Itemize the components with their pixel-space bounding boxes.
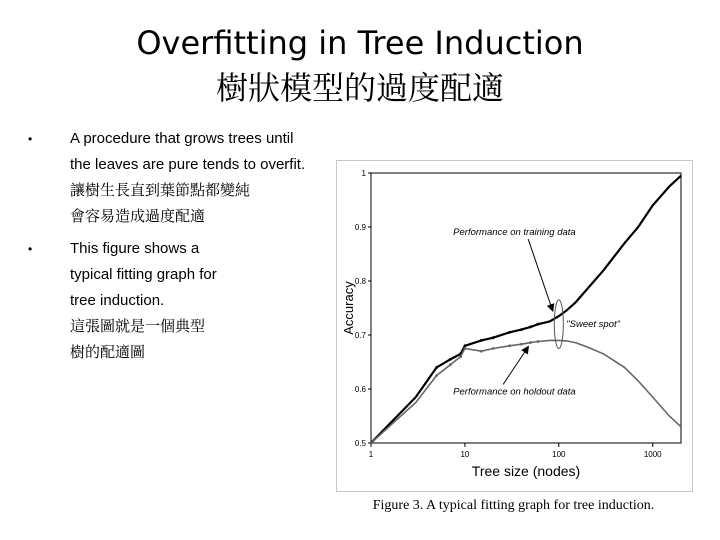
performance-on-training-data-point	[537, 323, 540, 326]
bullet-line: 樹的配適圖	[70, 344, 146, 361]
performance-on-training-data-point	[508, 331, 511, 334]
bullet-line: 讓樹生長直到葉節點都變純	[70, 182, 251, 199]
performance-on-holdout-data-point	[449, 363, 452, 366]
performance-on-holdout-data-point	[529, 341, 532, 344]
bullet-line: 這張圖就是一個典型	[70, 318, 206, 335]
slide-title	[0, 22, 720, 110]
performance-on-training-data-point	[464, 344, 467, 347]
sweet-spot-annotation: "Sweet spot"	[566, 318, 621, 330]
bullet-line: 會容易造成過度配適	[70, 208, 206, 225]
bullet-line: typical fitting graph for	[70, 266, 217, 283]
x-tick-label: 1	[368, 450, 374, 459]
performance-on-holdout-data-point	[508, 344, 511, 347]
performance-on-training-data-point	[435, 366, 438, 369]
bullet-line: A procedure that grows trees until	[70, 130, 294, 147]
y-tick-label: 0.8	[354, 277, 366, 286]
bullet-dot-icon: •	[28, 242, 33, 256]
bullet-line: the leaves are pure tends to overfit.	[70, 156, 306, 173]
x-tick-label: 10	[460, 450, 470, 459]
plot-frame	[371, 173, 681, 443]
y-tick-label: 0.7	[354, 331, 366, 340]
bullet-line: This figure shows a	[70, 240, 200, 257]
bullet-line: tree induction.	[70, 292, 165, 309]
training-data-annotation: Performance on training data	[453, 227, 576, 239]
performance-on-training-data-point	[529, 326, 532, 329]
x-tick-label: 100	[552, 450, 566, 459]
bullet-list	[28, 126, 358, 366]
fitting-graph-figure	[336, 160, 693, 492]
fitting-graph-chart	[337, 161, 692, 491]
y-tick-label: 0.6	[354, 385, 366, 394]
y-tick-label: 0.9	[354, 223, 366, 232]
performance-on-holdout-data-point	[520, 343, 523, 346]
title-english: Overfitting in Tree Induction	[136, 24, 584, 62]
performance-on-training-data-line	[371, 176, 681, 443]
sweet-spot-ellipse	[554, 300, 563, 349]
performance-on-training-data-point	[492, 336, 495, 339]
training-data-arrow	[528, 239, 553, 311]
title-chinese: 樹狀模型的過度配適	[215, 69, 504, 107]
performance-on-training-data-point	[449, 358, 452, 361]
y-tick-label: 0.5	[354, 439, 366, 448]
performance-on-training-data-point	[480, 339, 483, 342]
performance-on-holdout-data-point	[435, 374, 438, 377]
performance-on-holdout-data-point	[459, 355, 462, 358]
performance-on-holdout-data-point	[480, 350, 483, 353]
bullet-item-2	[28, 236, 358, 366]
holdout-data-annotation: Performance on holdout data	[453, 386, 576, 398]
performance-on-training-data-point	[520, 328, 523, 331]
bullet-dot-icon: •	[28, 132, 33, 146]
x-tick-label: 1000	[643, 450, 662, 459]
performance-on-holdout-data-point	[537, 340, 540, 343]
figure-caption: Figure 3. A typical fitting graph for tree induction.	[372, 498, 655, 513]
holdout-data-arrow	[503, 346, 528, 384]
y-tick-label: 1	[361, 169, 366, 178]
y-axis-label: Accuracy	[341, 281, 356, 335]
bullet-item-1	[28, 126, 358, 230]
performance-on-holdout-data-point	[492, 347, 495, 350]
x-axis-label: Tree size (nodes)	[471, 463, 581, 479]
performance-on-holdout-data-point	[464, 347, 467, 350]
